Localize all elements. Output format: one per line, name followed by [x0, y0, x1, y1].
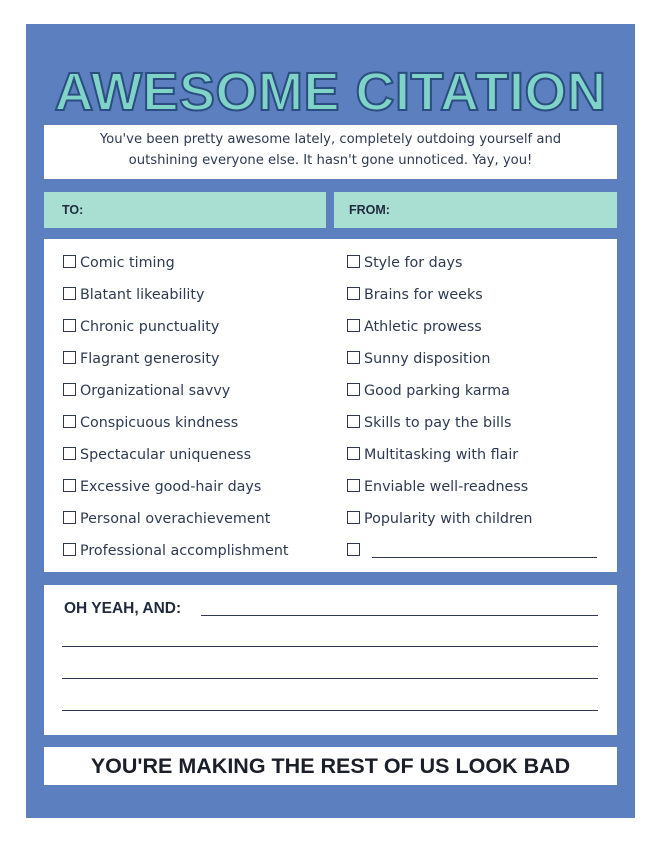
- checklist-item-label: Style for days: [364, 255, 463, 271]
- checklist-item-label: Sunny disposition: [364, 351, 491, 367]
- checklist-left-column: [63, 254, 333, 574]
- checklist-item[interactable]: [63, 254, 333, 286]
- checklist-item-label: Good parking karma: [364, 383, 510, 399]
- checklist-item-label: Brains for weeks: [364, 287, 483, 303]
- checklist-item-label: Skills to pay the bills: [364, 415, 512, 431]
- checklist-item[interactable]: [63, 414, 333, 446]
- checklist-item[interactable]: [347, 446, 615, 478]
- checklist-item[interactable]: [63, 478, 333, 510]
- checklist-item-label: Professional accomplishment: [80, 543, 289, 559]
- checkbox[interactable]: [347, 351, 360, 364]
- checkbox[interactable]: [63, 319, 76, 332]
- checklist-item[interactable]: [347, 382, 615, 414]
- checkbox[interactable]: [347, 415, 360, 428]
- checkbox[interactable]: [63, 415, 76, 428]
- page-title: AWESOME CITATION: [54, 62, 607, 122]
- checklist-item-label: Spectacular uniqueness: [80, 447, 252, 463]
- checklist-item-label: Multitasking with flair: [364, 447, 519, 463]
- checklist-item-label: Conspicuous kindness: [80, 415, 239, 431]
- to-field[interactable]: TO:: [44, 192, 326, 228]
- checklist-item[interactable]: [63, 350, 333, 382]
- oh-yeah-panel: [44, 585, 617, 735]
- checkbox[interactable]: [63, 287, 76, 300]
- custom-entry-line[interactable]: [372, 542, 597, 558]
- checkbox[interactable]: [63, 255, 76, 268]
- checklist-item[interactable]: [347, 254, 615, 286]
- checklist-item[interactable]: [63, 318, 333, 350]
- checklist-panel: [44, 239, 617, 572]
- checkbox[interactable]: [347, 447, 360, 460]
- checkbox[interactable]: [347, 319, 360, 332]
- checklist-item[interactable]: [63, 542, 333, 574]
- write-in-line[interactable]: [62, 710, 598, 711]
- checklist-item-label: Personal overachievement: [80, 511, 271, 527]
- checklist-item-custom[interactable]: [347, 542, 615, 574]
- write-in-line[interactable]: [201, 615, 598, 616]
- checkbox[interactable]: [347, 511, 360, 524]
- checkbox[interactable]: [347, 255, 360, 268]
- checklist-item[interactable]: [63, 446, 333, 478]
- checklist-item[interactable]: [63, 286, 333, 318]
- checkbox[interactable]: [347, 543, 360, 556]
- checklist-item-label: Comic timing: [80, 255, 175, 271]
- footer-banner: YOU'RE MAKING THE REST OF US LOOK BAD: [44, 747, 617, 785]
- checklist-item[interactable]: [63, 382, 333, 414]
- checkbox[interactable]: [63, 351, 76, 364]
- checkbox[interactable]: [347, 383, 360, 396]
- checkbox[interactable]: [347, 479, 360, 492]
- oh-yeah-label: OH YEAH, AND:: [64, 600, 182, 617]
- intro-text: You've been pretty awesome lately, completely outdoing yourself and outshining everyone else. It hasn't gone unnoticed. Yay, you!: [44, 125, 617, 179]
- checklist-item-label: Enviable well-readness: [364, 479, 529, 495]
- checkbox[interactable]: [347, 287, 360, 300]
- checklist-item-label: Flagrant generosity: [80, 351, 220, 367]
- checklist-right-column: [347, 254, 615, 574]
- checklist-item-label: Organizational savvy: [80, 383, 231, 399]
- checklist-item-label: Athletic prowess: [364, 319, 482, 335]
- checklist-item[interactable]: [347, 510, 615, 542]
- checklist-item-label: Popularity with children: [364, 511, 533, 527]
- checklist-item[interactable]: [347, 478, 615, 510]
- checklist-item[interactable]: [347, 350, 615, 382]
- write-in-line[interactable]: [62, 678, 598, 679]
- checkbox[interactable]: [63, 543, 76, 556]
- checklist-item-label: Chronic punctuality: [80, 319, 220, 335]
- checklist-item-label: Blatant likeability: [80, 287, 205, 303]
- checklist-item-label: Excessive good-hair days: [80, 479, 262, 495]
- checklist-item[interactable]: [347, 414, 615, 446]
- citation-card: [26, 24, 635, 818]
- checkbox[interactable]: [63, 511, 76, 524]
- checkbox[interactable]: [63, 479, 76, 492]
- checklist-item[interactable]: [347, 286, 615, 318]
- checkbox[interactable]: [63, 383, 76, 396]
- from-field[interactable]: FROM:: [334, 192, 617, 228]
- write-in-line[interactable]: [62, 646, 598, 647]
- checklist-item[interactable]: [347, 318, 615, 350]
- checkbox[interactable]: [63, 447, 76, 460]
- checklist-item[interactable]: [63, 510, 333, 542]
